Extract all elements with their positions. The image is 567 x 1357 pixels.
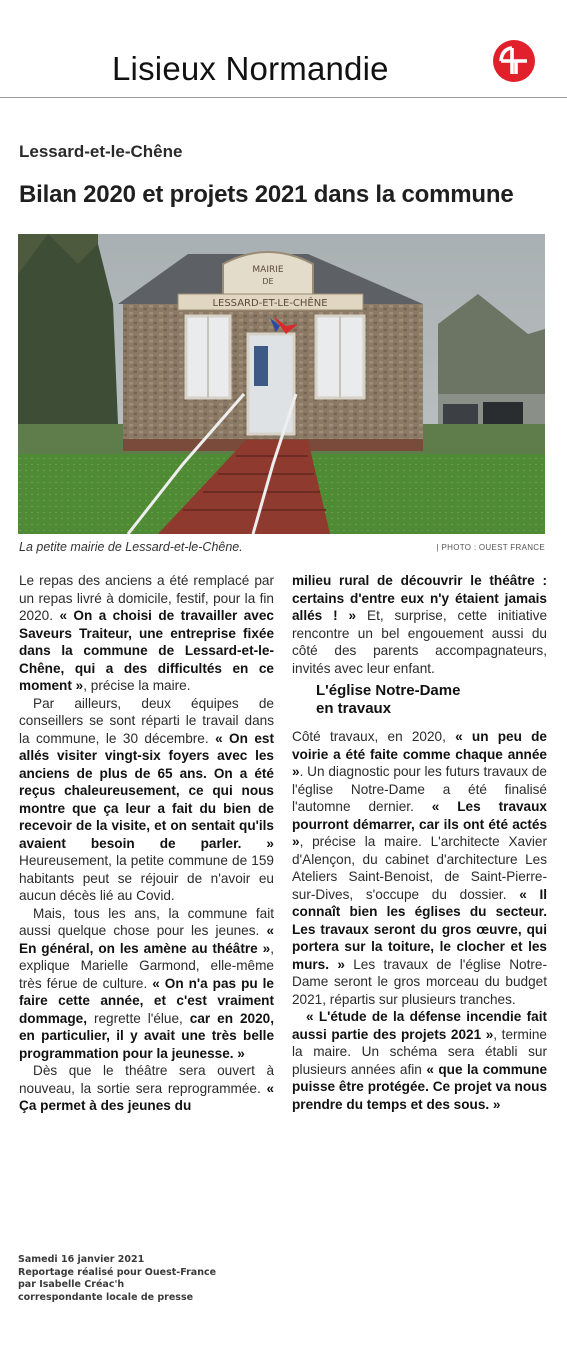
paragraph xyxy=(19,572,274,695)
town-hall-illustration xyxy=(18,234,545,534)
sign-line-1: MAIRIE xyxy=(252,265,284,275)
quote-text: « un peu de voirie a été faite comme chaque année » xyxy=(292,729,547,779)
article-column-left xyxy=(19,572,274,1115)
subheading xyxy=(316,682,547,718)
photo-credit: | PHOTO : OUEST FRANCE xyxy=(436,543,545,552)
subheading-line-2: en travaux xyxy=(316,700,392,717)
body-text: . Un diagnostic pour les futurs travaux de l'église Notre-Dame a été finalisé l'automne dernier. xyxy=(292,764,547,814)
body-text: Mais, tous les ans, la commune fait aussi quelque chose pour les jeunes. xyxy=(19,905,274,938)
sign-line-3: LESSARD-ET-LE-CHÊNE xyxy=(212,298,328,309)
paragraph xyxy=(19,905,274,1063)
quote-text: car en 2020, en particulier, il y avait une très belle programmation pour la jeunesse. » xyxy=(19,1010,274,1061)
paragraph xyxy=(292,728,547,1008)
body-text: Le repas des anciens a été remplacé par un repas livré à domicile, festif, pour la fin 2020. xyxy=(19,573,274,623)
quote-text: milieu rural de découvrir le théâtre : certains d'entre eux n'y étaient jamais allés ! » xyxy=(292,573,547,623)
quote-text: « Les travaux pourront démarrer, car ils ont été actés » xyxy=(292,799,547,849)
body-text: , explique Marielle Garmond, elle-même très férue de culture. xyxy=(19,940,274,991)
body-text: Les travaux de l'église Notre-Dame seront le gros morceau du budget 2021, répartis sur plusieurs tranches. xyxy=(292,956,548,1007)
report-line: Reportage réalisé pour Ouest-France xyxy=(18,1266,217,1278)
quote-text: « On est allés visiter vingt-six foyers avec les anciens de plus de 65 ans. On a été reçus chaleureusement, ce qui nous montre que ça leur a fait du bien de recevoir de la visite, et on sentait qu'ils avaient besoin de parler. » xyxy=(19,730,275,851)
masthead xyxy=(0,0,567,98)
quote-text: « En général, on les amène au théâtre » xyxy=(19,923,274,956)
ouest-france-logo-icon xyxy=(492,39,536,83)
town-hall-photo xyxy=(18,234,545,534)
quote-text: « On n'a pas pu le faire cette année, et c'est vraiment dommage, xyxy=(19,975,274,1026)
quote-text: « que la commune puisse être protégée. Ce projet va nous prendre du temps et des sous. » xyxy=(292,1061,547,1112)
body-text: Par ailleurs, deux équipes de conseillers se sont réparti le travail dans la commune, le 30 décembre. xyxy=(19,695,274,746)
body-text: Heureusement, la petite commune de 159 habitants peut se réjouir de n'avoir eu aucun décès lié au Covid. xyxy=(19,853,274,903)
publication-date: Samedi 16 janvier 2021 xyxy=(18,1254,145,1265)
paragraph xyxy=(292,1008,547,1113)
quote-text: « L'étude de la défense incendie fait aussi partie des projets 2021 » xyxy=(292,1009,547,1042)
sign-line-2: DE xyxy=(262,277,274,286)
body-text: Dès que le théâtre sera ouvert à nouveau, la sortie sera reprogrammée. xyxy=(19,1063,274,1096)
quote-text: « Il connaît bien les églises du secteur. Les travaux seront du gros œuvre, qui portera sur la toiture, le clocher et les murs. » xyxy=(292,886,548,972)
section-label: Lessard-et-le-Chêne xyxy=(19,142,183,161)
body-text: , termine la maire. Un schéma sera établi sur plusieurs années afin xyxy=(292,1026,547,1077)
photo-caption: La petite mairie de Lessard-et-le-Chêne. xyxy=(19,540,243,554)
paragraph xyxy=(292,572,547,677)
body-text: Côté travaux, en 2020, xyxy=(292,729,456,744)
quote-text: « Ça permet à des jeunes du xyxy=(19,1080,274,1113)
author-line: par Isabelle Créac'h xyxy=(18,1279,125,1290)
site-title: Lisieux Normandie xyxy=(112,50,389,87)
author-role: correspondante locale de presse xyxy=(18,1291,194,1303)
body-text: , précise la maire. xyxy=(83,678,191,693)
body-text: , précise la maire. L'architecte Xavier d'Alençon, du cabinet d'architecture Les Ateliers Saint-Benoist, de Saint-Pierre-sur-Dives, s'occupe du dossier. xyxy=(292,834,547,902)
quote-text: « On a choisi de travailler avec Saveurs Traiteur, une entreprise fixée dans la commune de Lessard-et-le-Chêne, qui a des difficultés en ce moment » xyxy=(19,608,274,693)
byline-footer xyxy=(18,1254,216,1304)
paragraph xyxy=(19,695,274,905)
paragraph xyxy=(19,1062,274,1115)
headline: Bilan 2020 et projets 2021 dans la commune xyxy=(19,181,514,208)
subheading-line-1: L'église Notre-Dame xyxy=(316,682,461,699)
body-text: regrette l'élue, xyxy=(93,1010,190,1026)
body-text: Et, surprise, cette initiative rencontre un bel engouement aussi du côté des parents accompagnateurs, invités avec leur enfant. xyxy=(292,608,548,676)
article-column-right xyxy=(292,572,547,1113)
